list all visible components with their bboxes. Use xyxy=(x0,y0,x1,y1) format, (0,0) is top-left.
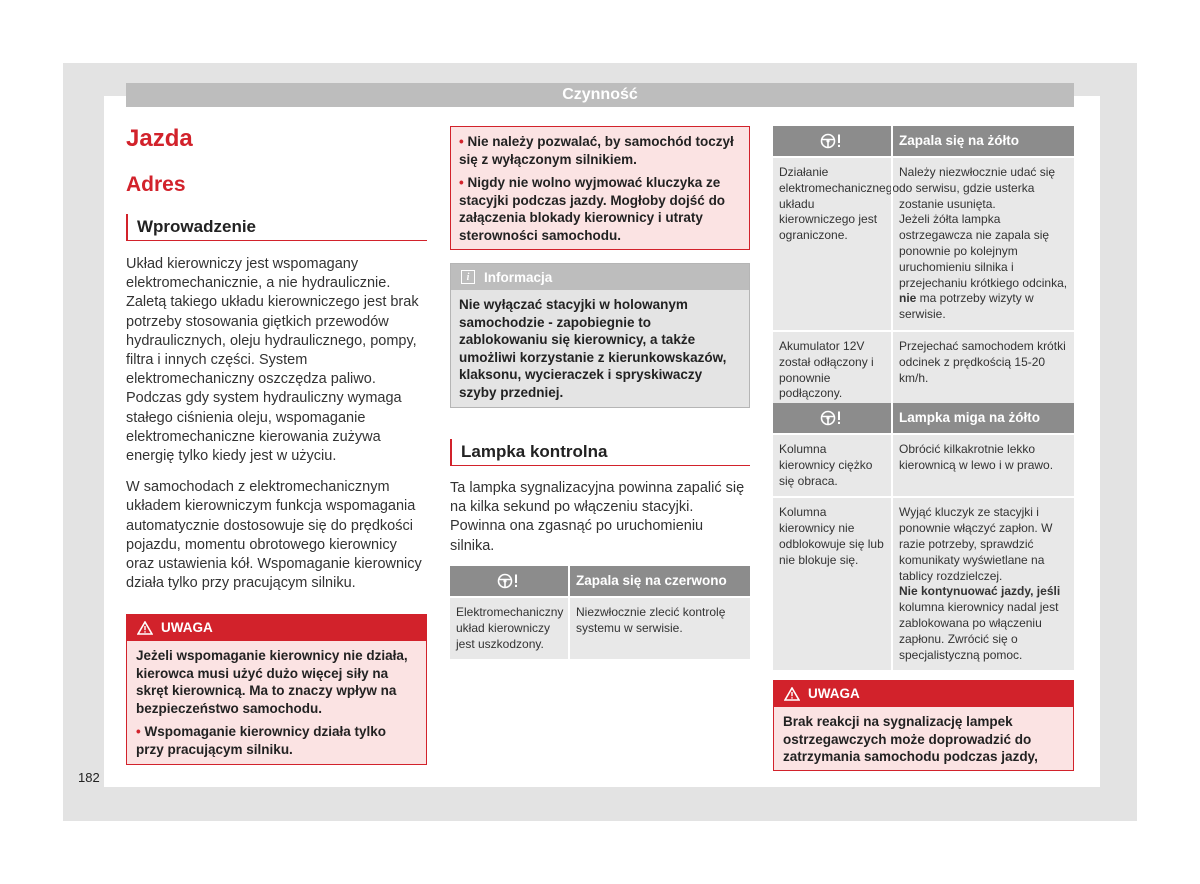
subsection-title: Wprowadzenie xyxy=(126,214,427,241)
steering-wheel-warning-icon xyxy=(450,566,568,596)
table-blinking-light xyxy=(773,403,1074,670)
warning-label: UWAGA xyxy=(808,686,860,701)
action-text-bold: Nie kontynuować jazdy, jeśli xyxy=(899,584,1061,599)
warning-bullet-1: • Nie należy pozwalać, by samochód toczył się z wyłączonym silnikiem. xyxy=(459,134,734,167)
table-row xyxy=(773,433,1074,496)
steering-wheel-warning-icon xyxy=(773,403,891,433)
section-title: Adres xyxy=(126,173,186,196)
column-middle xyxy=(450,126,750,250)
table-cell-cause: Działanie elektromechanicznego układu kierowniczego jest ograniczone. xyxy=(779,165,900,243)
table-cell-action xyxy=(891,158,1074,330)
action-text-b-part: Jeżeli żółta lampka ostrzegawcza nie zapala się ponownie po kolejnym uruchomieniu silnika i przejechaniu krótkiego odcinka, xyxy=(899,212,1068,290)
table-cell-action: Niezwłocznie zlecić kontrolę systemu w serwisie. xyxy=(568,598,750,659)
table-cell-cause: Kolumna kierownicy ciężko się obraca. xyxy=(779,442,873,488)
warning-continuation-box xyxy=(450,126,750,250)
table-header-label: Zapala się na czerwono xyxy=(568,566,750,596)
info-text: Nie wyłączać stacyjki w holowanym samochodzie - zapobiegnie to zablokowaniu się kierownicy, a także umożliwi korzystanie z kierunkowskazów, klaksonu, wycieraczek i spryskiwaczy szyby przedniej. xyxy=(451,290,749,407)
warning-bullet-text-2: Nigdy nie wolno wyjmować kluczyka ze stacyjki podczas jazdy. Mogłoby dojść do załączenia blokady kierownicy i utraty sterowności samochodu. xyxy=(459,175,726,243)
table-row xyxy=(450,596,750,659)
action-text-b xyxy=(899,584,1068,663)
warning-box-steering xyxy=(126,614,427,765)
table-cell-cause: Elektromechaniczny układ kierowniczy jest uszkodzony. xyxy=(456,605,564,651)
page-number: 182 xyxy=(78,770,100,785)
table-yellow-light xyxy=(773,126,1074,409)
warning-bullet-text-1: Nie należy pozwalać, by samochód toczył się z wyłączonym silnikiem. xyxy=(459,134,734,167)
table-cell-action: Obrócić kilkakrotnie lekko kierownicą w lewo i w prawo. xyxy=(891,435,1074,496)
table-row xyxy=(773,330,1074,409)
table-header-label: Lampka miga na żółto xyxy=(891,403,1074,433)
action-text-a: Wyjąć kluczyk ze stacyjki i ponownie włączyć zapłon. W razie potrzeby, sprawdzić komunikaty wyświetlane na tablicy rozdzielczej. xyxy=(899,505,1053,583)
chapter-title: Jazda xyxy=(126,125,193,152)
action-text-c: kolumna kierownicy nadal jest zablokowana po włączeniu zapłonu. Zwrócić się o specjalistyczną pomoc. xyxy=(899,600,1059,662)
table-cell-cause: Akumulator 12V został odłączony i ponownie podłączony. xyxy=(779,338,874,401)
warning-text: Brak reakcji na sygnalizację lampek ostrzegawczych może doprowadzić do zatrzymania samochodu podczas jazdy, xyxy=(774,707,1073,770)
warning-label: UWAGA xyxy=(161,620,213,635)
warning-triangle-icon xyxy=(137,621,153,635)
table-header-label: Zapala się na żółto xyxy=(891,126,1074,156)
warning-text: Jeżeli wspomaganie kierownicy nie działa, kierowca musi użyć dużo więcej siły na skręt kierownicą. Ma to znaczy wpływ na bezpieczeństwo samochodu. xyxy=(136,648,408,716)
subsection-title-lamp: Lampka kontrolna xyxy=(450,439,750,466)
action-text-a: Należy niezwłocznie udać się do serwisu, gdzie usterka zostanie usunięta. xyxy=(899,165,1056,211)
table-header xyxy=(773,126,1074,156)
section-header: Czynność xyxy=(126,83,1074,107)
warning-header xyxy=(127,615,426,641)
warning-bullet-2: • Nigdy nie wolno wyjmować kluczyka ze stacyjki podczas jazdy. Mogłoby dojść do załączenia blokady kierownicy i utraty sterowności samochodu. xyxy=(459,175,726,243)
warning-header xyxy=(774,681,1073,707)
column-left xyxy=(126,124,427,593)
table-header xyxy=(450,566,750,596)
info-header xyxy=(451,264,749,290)
info-label: Informacja xyxy=(484,269,553,285)
table-row xyxy=(773,496,1074,670)
warning-body xyxy=(127,641,426,764)
info-box xyxy=(450,263,750,408)
warning-bullet: • Wspomaganie kierownicy działa tylko przy pracującym silniku. xyxy=(136,724,387,757)
table-row xyxy=(773,156,1074,330)
table-cell-cause: Kolumna kierownicy nie odblokowuje się lub nie blokuje się. xyxy=(779,505,884,567)
steering-wheel-warning-icon xyxy=(773,126,891,156)
warning-box-lamps xyxy=(773,680,1074,771)
table-cell-action: Przejechać samochodem krótki odcinek z prędkością 15-20 km/h. xyxy=(891,332,1074,409)
table-red-light xyxy=(450,566,750,659)
warning-triangle-icon xyxy=(784,687,800,701)
intro-paragraph-2: W samochodach z elektromechanicznym układem kierowniczym funkcja wspomagania automatycznie dostosowuje się do prędkości pojazdu, momentu obrotowego kierownicy oraz ustawienia kół. Wspomaganie kierownicy działa tylko przy pracującym silniku. xyxy=(126,479,422,592)
warning-bullet-text: Wspomaganie kierownicy działa tylko przy pracującym silniku. xyxy=(136,724,387,757)
intro-paragraph-1: Układ kierowniczy jest wspomagany elektromechanicznie, a nie hydraulicznie. Zaletą takiego układu kierowniczego jest brak potrzeby stosowania giętkich przewodów hydraulicznych, oleju hydraulicznego, pompy, filtra i innych części. System elektromechaniczny oszczędza paliwo. Podczas gdy system hydrauliczny wymaga stałego ciśnienia oleju, wspomaganie elektromechaniczne kierowania zużywa energię tylko kiedy jest w użyciu. xyxy=(126,256,419,465)
table-cell-action xyxy=(891,498,1074,670)
action-text-bold: nie xyxy=(899,291,917,306)
info-icon: i xyxy=(461,270,475,284)
action-text-b xyxy=(899,212,1068,323)
action-text-c: ma potrzeby wizyty w serwisie. xyxy=(899,291,1034,322)
table-header xyxy=(773,403,1074,433)
lamp-paragraph: Ta lampka sygnalizacyjna powinna zapalić się na kilka sekund po włączeniu stacyjki. Powinna ona zgasnąć po uruchomieniu silnika. xyxy=(450,480,745,554)
